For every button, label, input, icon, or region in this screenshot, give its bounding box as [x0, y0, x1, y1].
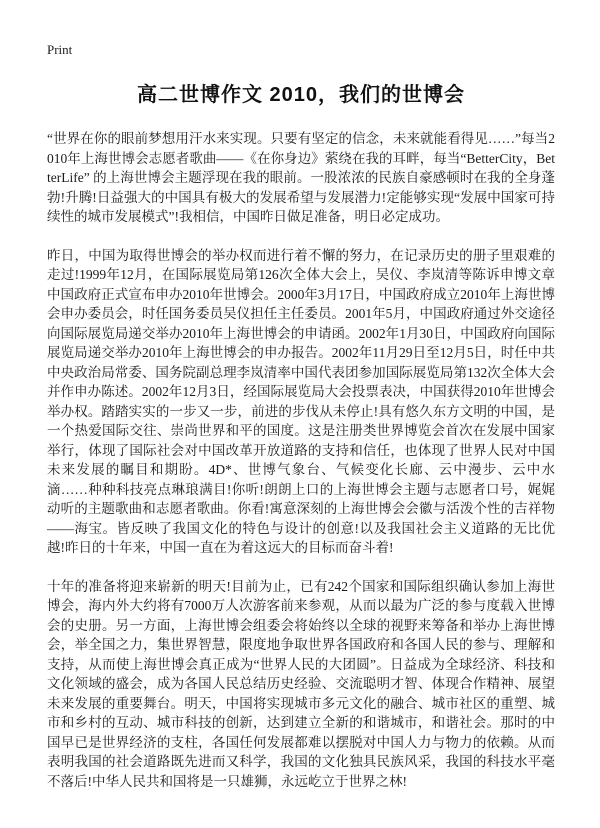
print-link[interactable]: Print: [47, 42, 73, 57]
page-title: 高二世博作文 2010，我们的世博会: [136, 84, 466, 106]
essay-paragraph-history: 昨日，中国为取得世博会的举办权而进行着不懈的努力，在记录历史的册子里艰难的走过!1999年12月，在国际展览局第126次全体大会上，吴仪、李岚清等陈诉申博文章中国政府正式宣布申办2010年世博会。2000年3月17日，中国政府成立2010年上海世博会申办委员会，时任国务委员吴仪担任主任委员。2001年5月，中国政府通过外交途径向国际展览局递交举办2010年上海世博会的申请函。2002年1月30日，中国政府向国际展览局递交举办2010年上海世博会的申办报告。2002年11月29日至12月5日，时任中共中央政治局常委、国务院副总理李岚清率中国代表团参加国际展览局第132次全体大会并作申办陈述。2002年12月3日，经国际展览局大会投票表决，中国获得2010年世博会举办权。踏踏实实的一步又一步，前进的步伐从未停止!具有悠久东方文明的中国，是一个热爱国际交往、崇尚世界和平的国度。这是注册类世界博览会首次在发展中国家举行，体现了国际社会对中国改革开放道路的支持和信任，也体现了世界人民对中国未来发展的瞩目和期盼。4D*、世博气象台、气候变化长廊、云中漫步、云中水滴……种种科技亮点琳琅满目!你听!朗朗上口的上海世博会主题与志愿者口号，娓娓动听的主题歌曲和志愿者歌曲。你看!寓意深刻的上海世博会会徽与活泼个性的吉祥物——海宝。皆反映了我国文化的特色与设计的创意!以及我国社会主义道路的无比优越!昨日的十年来，中国一直在为着这远大的目标而奋斗着!: [47, 247, 555, 555]
essay-paragraph-future: 十年的准备将迎来崭新的明天!目前为止，已有242个国家和国际组织确认参加上海世博会，海内外大约将有7000万人次游客前来参观，从而以最为广泛的参与度载入世博会的史册。另一方面，上海世博会组委会将始终以全球的视野来筹备和举办上海世博会，举全国之力，集世界智慧，限度地争取世界各国政府和各国人民的参与、理解和支持，从而使上海世博会真正成为“世界人民的大团圆”。日益成为全球经济、科技和文化领域的盛会，成为各国人民总结历史经验、交流聪明才智、体现合作精神、展望未来发展的重要舞台。明天，中国将实现城市多元文化的融合、城市社区的重塑、城市和乡村的互动、城市科技的创新，达到建立全新的和谐城市，和谐社会。那时的中国早已是世界经济的支柱，各国任何发展都难以摆脱对中国人力与物力的依赖。从而表明我国的社会道路既先进而又科学，我国的文化独具民族风采，我国的科技水平毫不落后!中华人民共和国将是一只雄狮，永远屹立于世界之林!: [47, 578, 555, 789]
essay-paragraph-intro: “世界在你的眼前梦想用汗水来实现。只要有坚定的信念，未来就能看得见……”每当2010年上海世博会志愿者歌曲——《在你身边》萦绕在我的耳畔，每当“BetterCity，BetterLife” 的上海世博会主题浮现在我的眼前。一股浓浓的民族自豪感顿时在我的全身蓬勃!升腾!日益强大的中国具有极大的发展希望与发展潜力!定能够实现“发展中国家可持续性的城市发展模式”!我相信，中国昨日做足准备，明日必定成功。: [47, 131, 555, 224]
